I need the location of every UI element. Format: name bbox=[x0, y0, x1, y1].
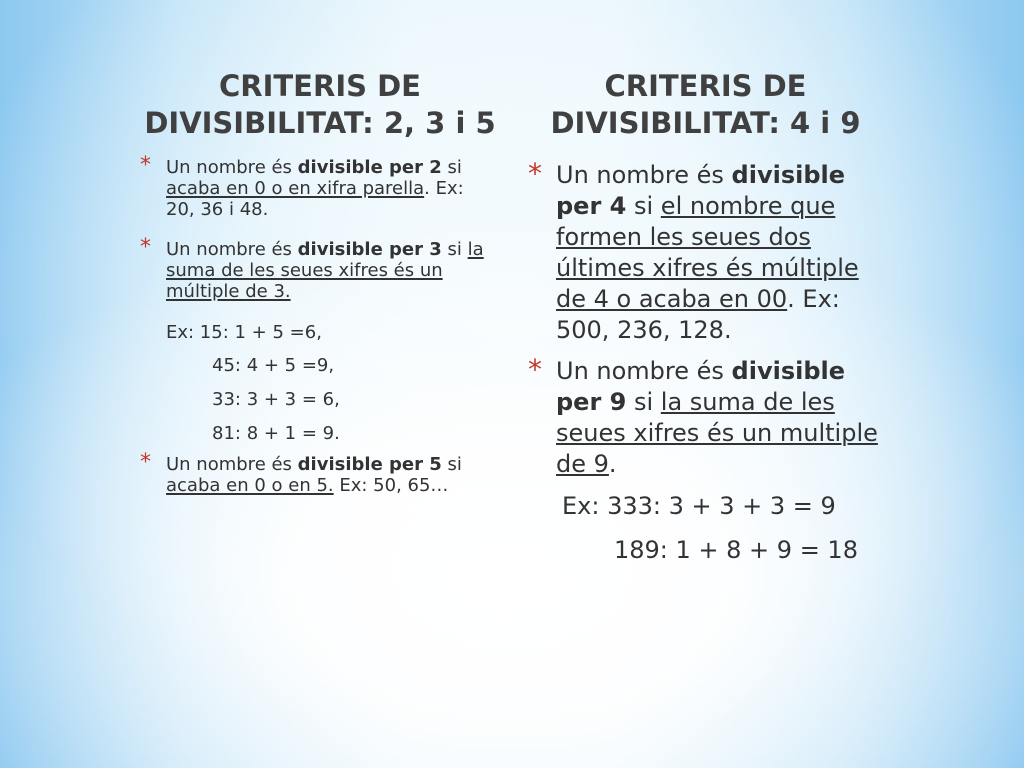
left-bullet-div5 bbox=[140, 450, 494, 496]
right-title-line1: CRITERIS DE bbox=[604, 69, 807, 103]
bullet-star-icon: * bbox=[140, 450, 151, 475]
right-example-line: Ex: 333: 3 + 3 + 3 = 9 bbox=[562, 492, 836, 520]
left-example-line: 81: 8 + 1 = 9. bbox=[212, 423, 340, 444]
bullet-star-icon: * bbox=[140, 153, 151, 178]
left-title-line1: CRITERIS DE bbox=[219, 69, 421, 103]
left-example-line: 33: 3 + 3 = 6, bbox=[212, 389, 340, 410]
bullet-star-icon: * bbox=[528, 157, 542, 190]
bullet-text: Un nombre és divisible per 9 si la suma de les seues xifres és un multiple de 9. bbox=[556, 357, 878, 478]
right-bullet-div4 bbox=[528, 157, 881, 346]
left-title bbox=[140, 68, 500, 142]
left-bullet-div3 bbox=[140, 235, 494, 302]
right-bullet-div9 bbox=[528, 353, 881, 480]
bullet-text: Un nombre és divisible per 5 si acaba en 0 o en 5. Ex: 50, 65… bbox=[166, 454, 462, 496]
left-bullet-div2 bbox=[140, 153, 494, 220]
left-title-line2: DIVISIBILITAT: 2, 3 i 5 bbox=[144, 106, 496, 140]
bullet-text: Un nombre és divisible per 2 si acaba en 0 o en xifra parella. Ex: 20, 36 i 48. bbox=[166, 157, 464, 220]
right-title-line2: DIVISIBILITAT: 4 i 9 bbox=[550, 106, 861, 140]
bullet-text: Un nombre és divisible per 3 si la suma de les seues xifres és un múltiple de 3. bbox=[166, 239, 484, 302]
bullet-star-icon: * bbox=[140, 235, 151, 260]
bullet-text: Un nombre és divisible per 4 si el nombre que formen les seues dos últimes xifres és múltiple de 4 o acaba en 00. Ex: 500, 236, 128. bbox=[556, 161, 859, 344]
bullet-star-icon: * bbox=[528, 353, 542, 386]
right-example-line: 189: 1 + 8 + 9 = 18 bbox=[614, 536, 858, 564]
right-title bbox=[528, 68, 883, 142]
left-example-line: 45: 4 + 5 =9, bbox=[212, 355, 335, 376]
left-example-line: Ex: 15: 1 + 5 =6, bbox=[166, 322, 322, 343]
